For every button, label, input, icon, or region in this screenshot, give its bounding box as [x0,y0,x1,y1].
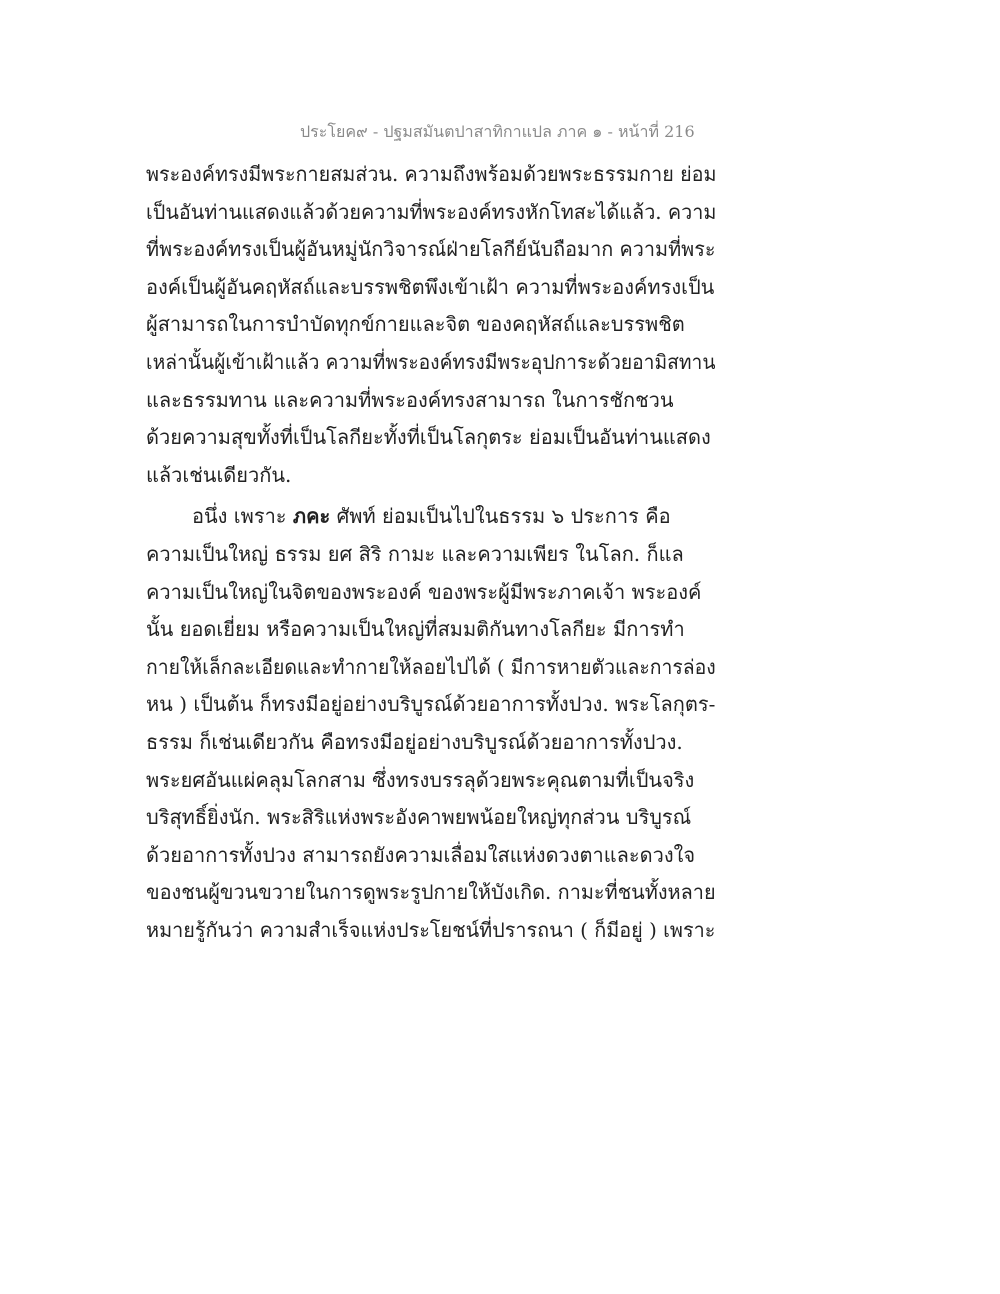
text-line: ด้วยความสุขทั้งที่เป็นโลกียะทั้งที่เป็นโลกุตระ ย่อมเป็นอันท่านแสดง [146,425,711,450]
text-line: กายให้เล็กละเอียดและทำกายให้ลอยไปได้ ( มีการหายตัวและการล่อง [146,654,716,679]
text-line: หน ) เป็นต้น ก็ทรงมีอยู่อย่างบริบูรณ์ด้วยอาการทั้งปวง. พระโลกุตร- [146,692,716,717]
text-line: และธรรมทาน และความที่พระองค์ทรงสามารถ ในการชักชวน [146,387,674,412]
text-line: ความเป็นใหญ่ในจิตของพระองค์ ของพระผู้มีพระภาคเจ้า พระองค์ [146,579,702,604]
text-line: ด้วยอาการทั้งปวง สามารถยังความเลื่อมใสแห่งดวงตาและดวงใจ [146,842,696,867]
text-line: ผู้สามารถในการบำบัดทุกข์กายและจิต ของคฤหัสถ์และบรรพชิต [146,312,685,337]
text-line: ความเป็นใหญ่ ธรรม ยศ สิริ กามะ และความเพียร ในโลก. ก็แล [146,541,684,566]
bold-term-bhaga: ภคะ [292,504,331,529]
body-text [146,156,716,949]
paragraph-2-first-line [146,498,716,536]
text-line: พระยศอันแผ่คลุมโลกสาม ซึ่งทรงบรรลุด้วยพระคุณตามที่เป็นจริง [146,767,695,792]
text-line: บริสุทธิ์ยิ่งนัก. พระสิริแห่งพระอังคาพยพน้อยใหญ่ทุกส่วน บริบูรณ์ [146,805,692,830]
text-line: พระองค์ทรงมีพระกายสมส่วน. ความถึงพร้อมด้วยพระธรรมกาย ย่อม [146,162,717,186]
text-line: แล้วเช่นเดียวกัน. [146,462,292,487]
text-run: อนึ่ง เพราะ [192,504,293,529]
text-line: ที่พระองค์ทรงเป็นผู้อันหมู่นักวิจารณ์ฝ่ายโลกีย์นับถือมาก ความที่พระ [146,237,716,262]
text-line: ธรรม ก็เช่นเดียวกัน คือทรงมีอยู่อย่างบริบูรณ์ด้วยอาการทั้งปวง. [146,729,683,754]
text-line: หมายรู้กันว่า ความสำเร็จแห่งประโยชน์ที่ปรารถนา ( ก็มีอยู่ ) เพราะ [146,917,716,942]
text-line: ของชนผู้ขวนขวายในการดูพระรูปกายให้บังเกิด. กามะที่ชนทั้งหลาย [146,880,716,905]
text-line: นั้น ยอดเยี่ยม หรือความเป็นใหญ่ที่สมมติกันทางโลกียะ มีการทำ [146,617,685,642]
text-line: เหล่านั้นผู้เข้าเฝ้าแล้ว ความที่พระองค์ทรงมีพระอุปการะด้วยอามิสทาน [146,349,716,374]
paragraph-1 [146,156,716,494]
text-run: ศัพท์ ย่อมเป็นไปในธรรม ๖ ประการ คือ [330,504,671,529]
text-line: องค์เป็นผู้อันคฤหัสถ์และบรรพชิตพึงเข้าเฝ้า ความที่พระองค์ทรงเป็น [146,274,715,299]
text-line: เป็นอันท่านแสดงแล้วด้วยความที่พระองค์ทรงหักโทสะได้แล้ว. ความ [146,199,717,224]
paragraph-2 [146,498,716,949]
page-header: ประโยค๙ - ปฐมสมันตปาสาทิกาแปล ภาค ๑ - หน้าที่ 216 [300,122,695,141]
